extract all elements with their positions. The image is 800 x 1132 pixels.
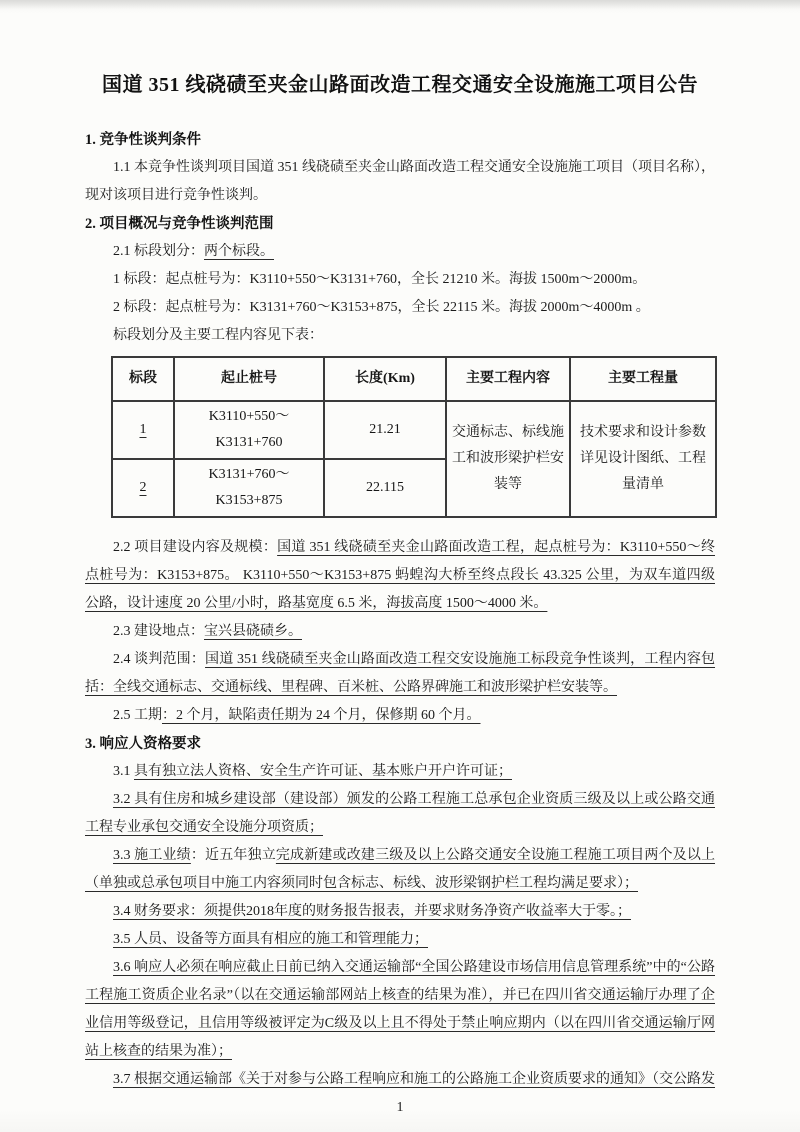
table-row [112,401,716,459]
para-bid-section-1: 1 标段：起点桩号为：K3110+550～K3131+760，全长 21210 米。海拔 1500m～2000m。 [113,272,647,287]
col-header-work-quantity: 主要工程量 [570,357,716,401]
para-3-2 [85,786,715,842]
para-3-3-seg1: 3.3 施工业绩 [113,848,191,863]
cell-work-content: 交通标志、标线施工和波形梁护栏安装等 [446,401,570,517]
para-3-3-seg2: ：近五年独立 [190,848,276,863]
cell-length: 21.21 [324,401,446,459]
para-3-7 [85,1066,715,1094]
para-2-4-label: 2.4 谈判范围： [113,652,206,667]
para-table-intro: 标段划分及主要工程内容见下表： [113,328,323,343]
para-2-5 [85,702,715,730]
cell-section-no [112,459,174,517]
scan-edge-shadow [0,0,800,9]
para-2-4-value: 国道 351 线硗碛至夹金山路面改造工程交安设施施工标段竞争性谈判，工程内容包括：全线交通标志、交通标线、里程碑、百米桩、公路界碑施工和波形梁护栏安装等。 [85,652,716,695]
para-2-3 [85,618,715,646]
bid-sections-table [111,356,717,518]
para-1-1: 1.1 本竞争性谈判项目国道 351 线硗碛至夹金山路面改造工程交通安全设施施工项目（项目名称），现对该项目进行竞争性谈判。 [85,160,715,203]
page-number: 1 [396,1100,404,1115]
para-3-3-seg3: 完成新建或改建三级及以上公路交通安全设施工程施工项目两个及以上（单独或总承包项目中施工内容须同时包含标志、标线、波形梁钢护栏工程均满足要求）； [85,848,716,891]
para-2-2 [85,534,715,618]
para-2-5-label: 2.5 工期 [113,708,162,723]
para-bid-section-2: 2 标段：起点桩号为：K3131+760～K3153+875，全长 22115 米。海拔 2000m～4000m 。 [113,300,650,315]
para-2-3-value: 宝兴县硗碛乡。 [204,624,302,639]
col-header-work-content: 主要工程内容 [446,357,570,401]
col-header-length: 长度(Km) [324,357,446,401]
para-2-2-value: 国道 351 线硗碛至夹金山路面改造工程，起点桩号为：K3110+550～终点桩号为：K3153+875。 K3110+550～K3153+875 蚂蝗沟大桥至终点段长 43.325 公里，为双车道四级公路，设计速度 20 公里/小时，路基宽度 6.5 米，海拔高度 1500～4000 米。 [85,540,715,611]
page-title: 国道 351 线硗碛至夹金山路面改造工程交通安全设施施工项目公告 [102,74,698,96]
para-3-6 [85,954,715,1066]
para-3-4-text: 3.4 财务要求：须提供2018年度的财务报告报表，并要求财务净资产收益率大于零。； [113,904,631,919]
cell-stakes: K3131+760～K3153+875 [174,459,324,517]
table-header-row [112,357,716,401]
cell-section-no [112,401,174,459]
section-1-heading: 1. 竞争性谈判条件 [85,132,201,148]
section-no-1: 1 [139,422,147,437]
para-3-1-label: 3.1 [113,764,134,779]
para-3-4 [85,898,715,926]
section-2-heading: 2. 项目概况与竞争性谈判范围 [85,216,274,232]
para-2-5-value: ：2 个月，缺陷责任期为 24 个月，保修期 60 个月。 [162,708,481,723]
col-header-stakes: 起止桩号 [174,357,324,401]
para-3-6-text: 3.6 响应人必须在响应截止日前已纳入交通运输部“全国公路建设市场信用信息管理系统”中的“公路工程施工资质企业名录”（以在交通运输部网站上核查的结果为准），并已在四川省交通运输厅办理了企业信用等级登记，且信用等级被评定为C级及以上且不得处于禁止响应期内（以在四川省交通运输厅网站上核查的结果为准）； [85,960,715,1059]
para-3-7-text: 3.7 根据交通运输部《关于对参与公路工程响应和施工的公路施工企业资质要求的通知》（交公路发 [113,1072,715,1087]
para-3-2-text: 3.2 具有住房和城乡建设部（建设部）颁发的公路工程施工总承包企业资质三级及以上或公路交通工程专业承包交通安全设施分项资质； [85,792,715,835]
cell-work-quantity: 技术要求和设计参数详见设计图纸、工程量清单 [570,401,716,517]
section-3-heading: 3. 响应人资格要求 [85,736,201,752]
section-no-2: 2 [139,480,147,495]
para-2-3-label: 2.3 建设地点： [113,624,204,639]
para-3-1-value: 具有独立法人资格、安全生产许可证、基本账户开户许可证； [134,764,512,779]
para-2-1 [85,238,715,266]
para-2-4 [85,646,715,702]
para-3-1 [85,758,715,786]
para-3-3 [85,842,715,898]
cell-stakes: K3110+550～K3131+760 [174,401,324,459]
col-header-section: 标段 [112,357,174,401]
para-2-2-label: 2.2 项目建设内容及规模： [113,540,278,555]
para-2-1-label: 2.1 标段划分： [113,244,204,259]
para-2-1-value: 两个标段。 [204,244,274,259]
para-3-5-text: 3.5 人员、设备等方面具有相应的施工和管理能力； [113,932,428,947]
para-3-5 [85,926,715,954]
cell-length: 22.115 [324,459,446,517]
